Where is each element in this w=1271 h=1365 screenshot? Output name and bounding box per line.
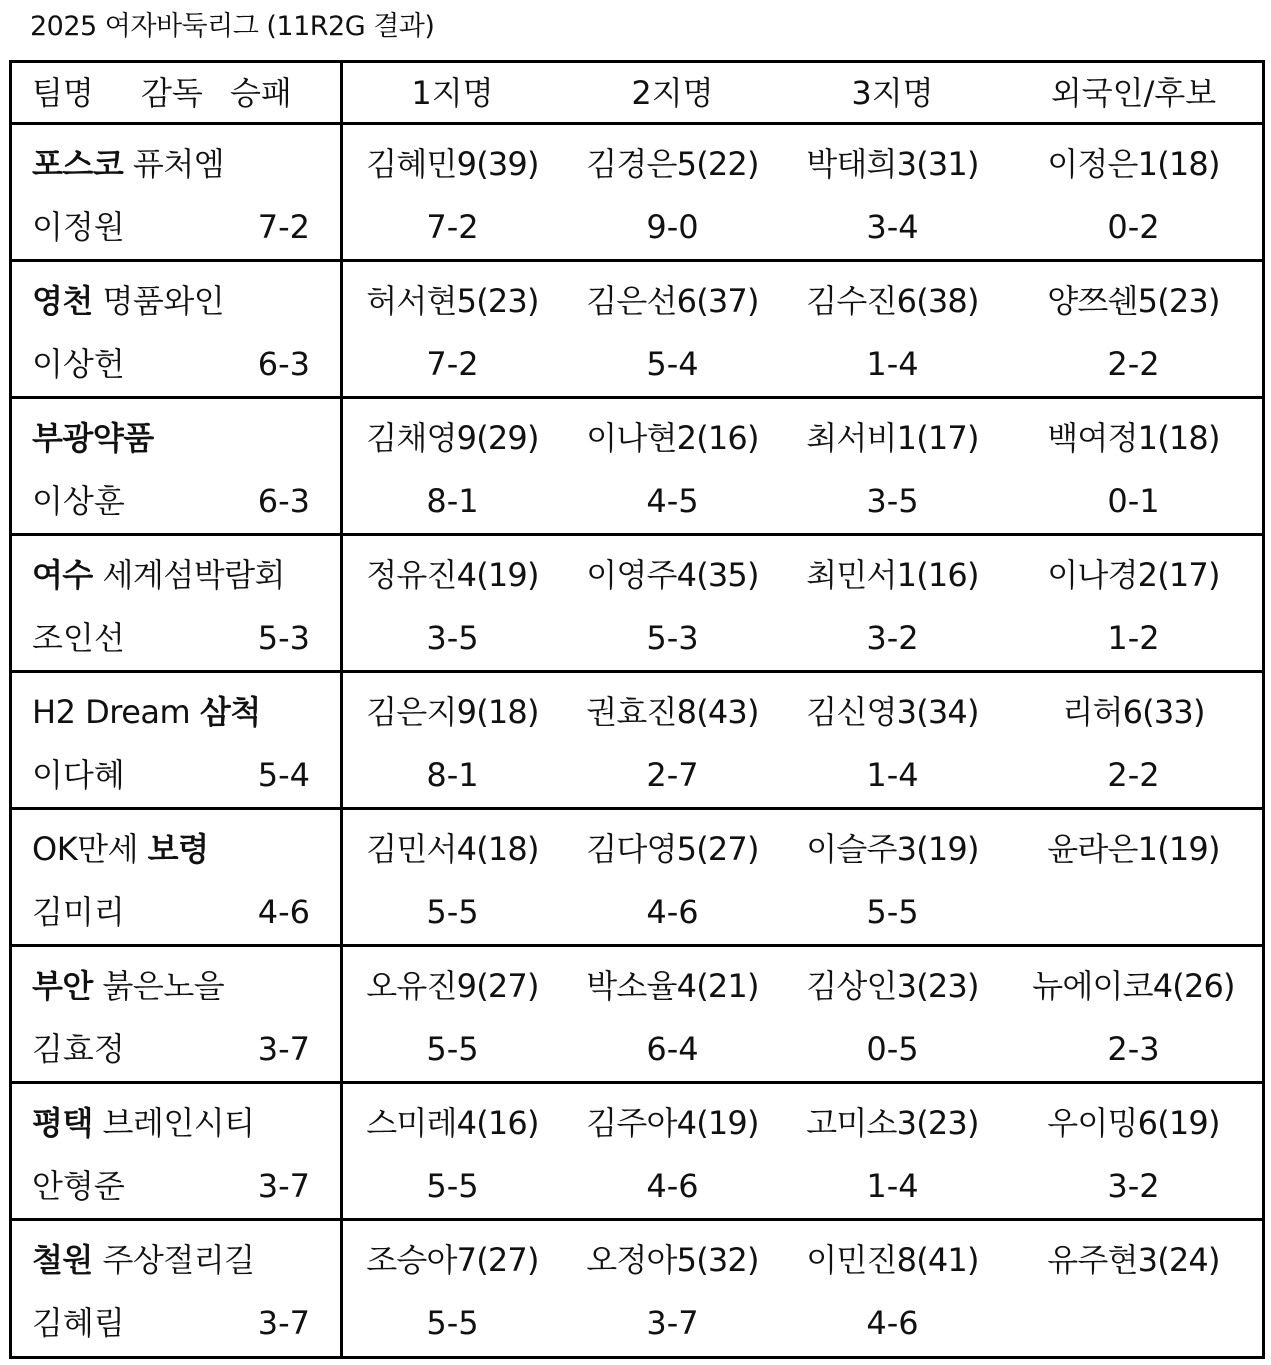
player-name: 유주현3(24) xyxy=(1047,1241,1220,1279)
player-name: 오유진9(27) xyxy=(366,967,539,1005)
player-record: 5-4 xyxy=(646,345,699,383)
player-record: 2-2 xyxy=(1107,756,1160,794)
team-players xyxy=(343,125,1265,259)
player-name: 이민진8(41) xyxy=(806,1241,979,1279)
player-name: 스미레4(16) xyxy=(366,1104,539,1142)
header-pick-2: 2지명 xyxy=(631,74,714,112)
player-cell xyxy=(783,1221,1002,1356)
player-record: 2-7 xyxy=(646,756,699,794)
team-name-regular: 주상절리길 xyxy=(92,1241,255,1279)
player-name: 김신영3(34) xyxy=(806,693,979,731)
player-record: 4-6 xyxy=(646,1167,699,1205)
player-cell xyxy=(1002,1221,1265,1356)
player-cell xyxy=(1002,810,1265,944)
coach-name: 조인선 xyxy=(32,619,125,657)
player-cell xyxy=(783,947,1002,1081)
player-cell xyxy=(343,125,562,259)
coach-name: 김미리 xyxy=(32,893,125,931)
team-name-bold: 여수 xyxy=(32,556,93,594)
player-name: 박태희3(31) xyxy=(806,145,979,183)
team-row xyxy=(12,673,1262,810)
team-name-suffix-bold: 삼척 xyxy=(199,693,261,731)
player-name: 김은지9(18) xyxy=(366,693,539,731)
team-name xyxy=(32,278,224,324)
team-players xyxy=(343,536,1265,670)
team-row xyxy=(12,125,1262,262)
header-picks xyxy=(343,63,1265,122)
player-name: 권효진8(43) xyxy=(586,693,759,731)
player-record: 1-4 xyxy=(866,345,919,383)
player-cell xyxy=(343,947,562,1081)
team-row xyxy=(12,1084,1262,1221)
player-record: 3-5 xyxy=(866,482,919,520)
team-info-cell xyxy=(12,399,343,533)
player-record: 1-4 xyxy=(866,1167,919,1205)
team-name-regular: OK만세 xyxy=(32,830,148,868)
team-name-bold: 평택 xyxy=(32,1104,93,1142)
player-cell xyxy=(1002,536,1265,670)
player-cell xyxy=(343,673,562,807)
team-name xyxy=(32,689,261,735)
player-record: 4-5 xyxy=(646,482,699,520)
table-header xyxy=(12,63,1262,125)
team-players xyxy=(343,810,1265,944)
player-cell xyxy=(1002,399,1265,533)
player-name: 김채영9(29) xyxy=(366,419,539,457)
team-name xyxy=(32,552,285,598)
player-record: 5-5 xyxy=(426,893,479,931)
player-cell xyxy=(783,399,1002,533)
player-cell xyxy=(783,262,1002,396)
team-info-cell xyxy=(12,673,343,807)
player-cell xyxy=(1002,125,1265,259)
player-name: 김경은5(22) xyxy=(586,145,759,183)
player-cell xyxy=(343,810,562,944)
player-record: 0-1 xyxy=(1107,482,1160,520)
player-name: 김은선6(37) xyxy=(586,282,759,320)
player-record: 3-2 xyxy=(1107,1167,1160,1205)
coach-name: 이상헌 xyxy=(32,345,125,383)
header-team-label: 팀명 xyxy=(32,74,94,112)
team-players xyxy=(343,1221,1265,1356)
team-info-cell xyxy=(12,947,343,1081)
player-record: 8-1 xyxy=(426,482,479,520)
player-record: 5-5 xyxy=(426,1167,479,1205)
team-name-bold: 부안 xyxy=(32,967,93,1005)
player-cell xyxy=(562,673,783,807)
coach-name: 김혜림 xyxy=(32,1304,125,1342)
coach-name: 이정원 xyxy=(32,208,125,246)
player-record: 5-5 xyxy=(426,1304,479,1342)
header-coach-label: 감독 xyxy=(141,74,203,112)
player-cell xyxy=(1002,673,1265,807)
player-name: 오정아5(32) xyxy=(586,1241,759,1279)
player-record: 9-0 xyxy=(646,208,699,246)
player-name: 김주아4(19) xyxy=(586,1104,759,1142)
player-record: 3-5 xyxy=(426,619,479,657)
player-cell xyxy=(783,810,1002,944)
team-info-cell xyxy=(12,262,343,396)
player-cell xyxy=(343,262,562,396)
player-cell xyxy=(562,810,783,944)
team-record: 3-7 xyxy=(257,1167,310,1205)
player-name: 김민서4(18) xyxy=(366,830,539,868)
player-record: 1-4 xyxy=(866,756,919,794)
team-name-regular: 세계섬박람회 xyxy=(92,556,285,594)
player-record: 1-2 xyxy=(1107,619,1160,657)
player-cell xyxy=(562,536,783,670)
team-name xyxy=(32,963,224,1009)
player-name: 윤라은1(19) xyxy=(1047,830,1220,868)
player-cell xyxy=(783,125,1002,259)
player-record: 5-5 xyxy=(426,1030,479,1068)
player-record: 6-4 xyxy=(646,1030,699,1068)
player-name: 고미소3(23) xyxy=(806,1104,979,1142)
team-name-regular: 명품와인 xyxy=(92,282,225,320)
team-row xyxy=(12,399,1262,536)
player-name: 이나경2(17) xyxy=(1047,556,1220,594)
team-row xyxy=(12,947,1262,1084)
player-name: 리허6(33) xyxy=(1062,693,1205,731)
team-info-cell xyxy=(12,810,343,944)
header-team-cell xyxy=(12,63,343,122)
player-name: 김다영5(27) xyxy=(586,830,759,868)
player-name: 김수진6(38) xyxy=(806,282,979,320)
team-record: 3-7 xyxy=(257,1030,310,1068)
team-info-cell xyxy=(12,1221,343,1356)
header-foreign-reserve: 외국인/후보 xyxy=(1050,74,1217,112)
coach-name: 안형준 xyxy=(32,1167,125,1205)
coach-name: 이다혜 xyxy=(32,756,125,794)
player-cell xyxy=(1002,1084,1265,1218)
player-cell xyxy=(1002,947,1265,1081)
team-info-cell xyxy=(12,1084,343,1218)
player-record: 0-5 xyxy=(866,1030,919,1068)
player-cell xyxy=(343,536,562,670)
player-record: 2-2 xyxy=(1107,345,1160,383)
standings-table xyxy=(9,60,1265,1359)
player-record: 3-7 xyxy=(646,1304,699,1342)
player-record: 5-3 xyxy=(646,619,699,657)
player-record: 7-2 xyxy=(426,208,479,246)
page-title: 2025 여자바둑리그 (11R2G 결과) xyxy=(30,11,435,42)
team-name xyxy=(32,415,154,461)
team-players xyxy=(343,399,1265,533)
team-info-cell xyxy=(12,125,343,259)
player-record: 4-6 xyxy=(646,893,699,931)
player-name: 허서현5(23) xyxy=(366,282,539,320)
team-name-bold: 영천 xyxy=(32,282,93,320)
team-name-regular: 붉은노을 xyxy=(92,967,225,1005)
team-record: 4-6 xyxy=(257,893,310,931)
team-row xyxy=(12,1221,1262,1356)
team-record: 7-2 xyxy=(257,208,310,246)
player-cell xyxy=(343,399,562,533)
player-name: 이나현2(16) xyxy=(586,419,759,457)
team-info-cell xyxy=(12,536,343,670)
team-players xyxy=(343,673,1265,807)
team-players xyxy=(343,947,1265,1081)
player-cell xyxy=(783,536,1002,670)
header-pick-1: 1지명 xyxy=(411,74,494,112)
player-name: 박소율4(21) xyxy=(586,967,759,1005)
player-record: 3-2 xyxy=(866,619,919,657)
player-cell xyxy=(343,1221,562,1356)
team-name-bold: 포스코 xyxy=(32,145,124,183)
player-record: 8-1 xyxy=(426,756,479,794)
team-name xyxy=(32,826,209,872)
team-name xyxy=(32,1237,255,1283)
player-name: 최민서1(16) xyxy=(806,556,979,594)
team-record: 6-3 xyxy=(257,482,310,520)
player-record: 7-2 xyxy=(426,345,479,383)
player-cell xyxy=(783,1084,1002,1218)
player-name: 김혜민9(39) xyxy=(366,145,539,183)
player-cell xyxy=(1002,262,1265,396)
player-record: 4-6 xyxy=(866,1304,919,1342)
team-name-bold: 철원 xyxy=(32,1241,93,1279)
player-name: 조승아7(27) xyxy=(366,1241,539,1279)
player-name: 백여정1(18) xyxy=(1047,419,1220,457)
player-name: 이정은1(18) xyxy=(1047,145,1220,183)
player-record: 2-3 xyxy=(1107,1030,1160,1068)
team-name xyxy=(32,141,224,187)
player-record: 5-5 xyxy=(866,893,919,931)
team-name-regular: 퓨처엠 xyxy=(123,145,225,183)
player-name: 양쯔쉔5(23) xyxy=(1047,282,1220,320)
player-name: 이영주4(35) xyxy=(586,556,759,594)
player-name: 뉴에이코4(26) xyxy=(1032,967,1235,1005)
player-cell xyxy=(562,399,783,533)
player-cell xyxy=(562,1221,783,1356)
player-cell xyxy=(783,673,1002,807)
player-cell xyxy=(562,262,783,396)
player-record: 0-2 xyxy=(1107,208,1160,246)
player-name: 최서비1(17) xyxy=(806,419,979,457)
player-cell xyxy=(562,947,783,1081)
header-record-label: 승패 xyxy=(230,74,292,112)
coach-name: 이상훈 xyxy=(32,482,125,520)
team-row xyxy=(12,262,1262,399)
team-name xyxy=(32,1100,255,1146)
team-record: 3-7 xyxy=(257,1304,310,1342)
team-row xyxy=(12,536,1262,673)
team-name-bold: 부광약품 xyxy=(32,419,154,457)
team-name-regular: H2 Dream xyxy=(32,693,200,731)
team-name-regular: 브레인시티 xyxy=(92,1104,255,1142)
header-pick-3: 3지명 xyxy=(851,74,934,112)
team-row xyxy=(12,810,1262,947)
team-record: 6-3 xyxy=(257,345,310,383)
player-record: 3-4 xyxy=(866,208,919,246)
team-players xyxy=(343,262,1265,396)
team-players xyxy=(343,1084,1265,1218)
team-record: 5-4 xyxy=(257,756,310,794)
player-cell xyxy=(562,125,783,259)
player-cell xyxy=(562,1084,783,1218)
team-name-suffix-bold: 보령 xyxy=(147,830,209,868)
player-name: 이슬주3(19) xyxy=(806,830,979,868)
player-name: 김상인3(23) xyxy=(806,967,979,1005)
player-name: 우이밍6(19) xyxy=(1047,1104,1220,1142)
player-name: 정유진4(19) xyxy=(366,556,539,594)
coach-name: 김효정 xyxy=(32,1030,125,1068)
player-cell xyxy=(343,1084,562,1218)
team-record: 5-3 xyxy=(257,619,310,657)
